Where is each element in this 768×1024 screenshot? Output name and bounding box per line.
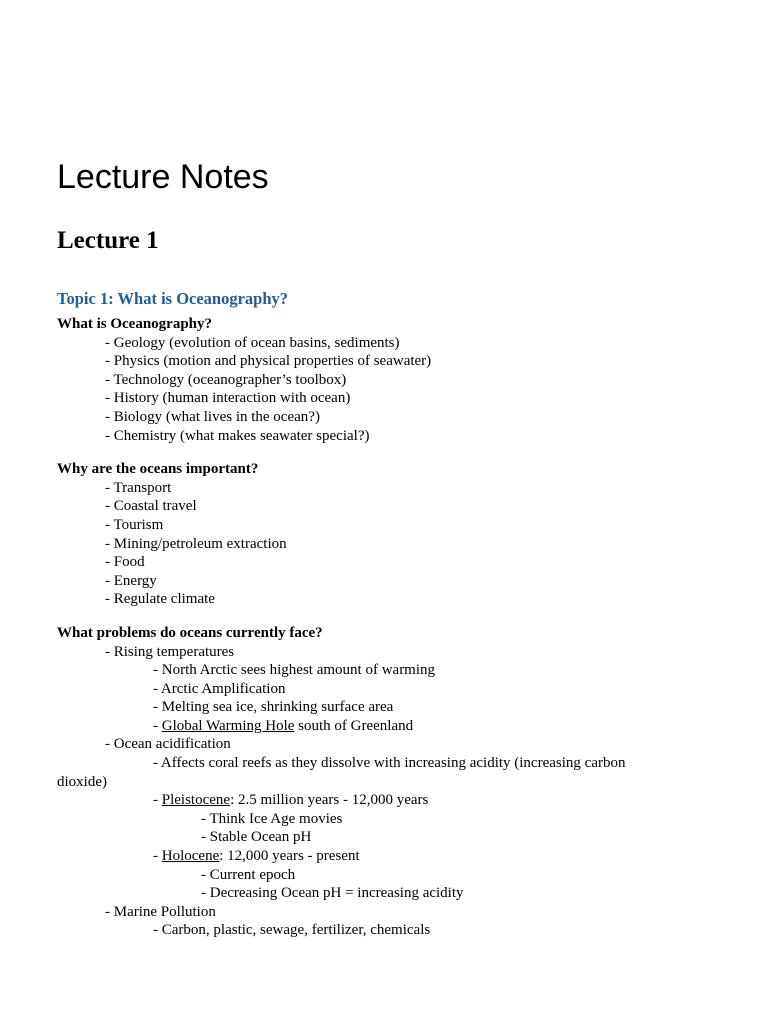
question-why: Why are the oceans important?: [57, 461, 259, 478]
term-suffix: : 12,000 years - present: [219, 848, 360, 865]
dash: -: [153, 717, 162, 734]
list-item: - Rising temperatures: [105, 643, 235, 660]
sub-list-item: [57, 847, 697, 866]
list-item: - Coastal travel: [105, 498, 197, 515]
sub-sub-list-item: - Current epoch: [201, 866, 296, 883]
list-item: - Regulate climate: [105, 591, 215, 608]
sub-list-item: [57, 717, 697, 736]
underlined-term: Pleistocene: [161, 792, 231, 809]
question-what: What is Oceanography?: [57, 316, 213, 332]
sub-list-item: - Arctic Amplification: [153, 680, 286, 697]
sub-list-item-continuation: dioxide): [57, 773, 107, 790]
sub-list-item: - Melting sea ice, shrinking surface area: [153, 699, 394, 716]
dash: -: [153, 792, 162, 809]
term-suffix: : 2.5 million years - 12,000 years: [230, 792, 429, 809]
sub-list-item: - Carbon, plastic, sewage, fertilizer, chemicals: [153, 922, 431, 939]
term-suffix: south of Greenland: [294, 717, 414, 734]
sub-sub-list-item: - Stable Ocean pH: [201, 829, 312, 846]
list-item: - Geology (evolution of ocean basins, sediments): [105, 334, 400, 351]
underlined-term: Holocene: [161, 848, 220, 865]
list-item: - Food: [105, 554, 145, 571]
list-item: - Physics (motion and physical properties of seawater): [105, 353, 432, 370]
list-item: - Biology (what lives in the ocean?): [105, 408, 320, 425]
clipped-line: [57, 921, 697, 939]
list-item: - Transport: [105, 479, 172, 496]
lecture-heading: Lecture 1: [57, 227, 159, 254]
sub-list-item: - Affects coral reefs as they dissolve with increasing acidity (increasing carbon: [153, 755, 626, 772]
question-problems: What problems do oceans currently face?: [57, 624, 323, 641]
topic-heading: Topic 1: What is Oceanography?: [57, 289, 289, 308]
sub-sub-list-item: - Decreasing Ocean pH = increasing acidity: [201, 885, 464, 902]
sub-list-item: - North Arctic sees highest amount of warming: [153, 662, 436, 679]
notes-body: [57, 315, 697, 939]
list-item: - Ocean acidification: [105, 736, 231, 753]
list-item: - Mining/petroleum extraction: [105, 535, 287, 552]
page-title: Lecture Notes: [57, 158, 269, 196]
list-item: - Energy: [105, 572, 157, 589]
list-item: - Chemistry (what makes seawater special?): [105, 427, 370, 444]
dash: -: [153, 848, 162, 865]
underlined-term: Global Warming Hole: [161, 717, 295, 734]
sub-list-item: [57, 791, 697, 810]
list-item: - Technology (oceanographer’s toolbox): [105, 371, 347, 388]
sub-sub-list-item: - Think Ice Age movies: [201, 810, 343, 827]
list-item: - Marine Pollution: [105, 903, 216, 920]
list-item: - History (human interaction with ocean): [105, 390, 351, 407]
list-item: - Tourism: [105, 516, 164, 533]
